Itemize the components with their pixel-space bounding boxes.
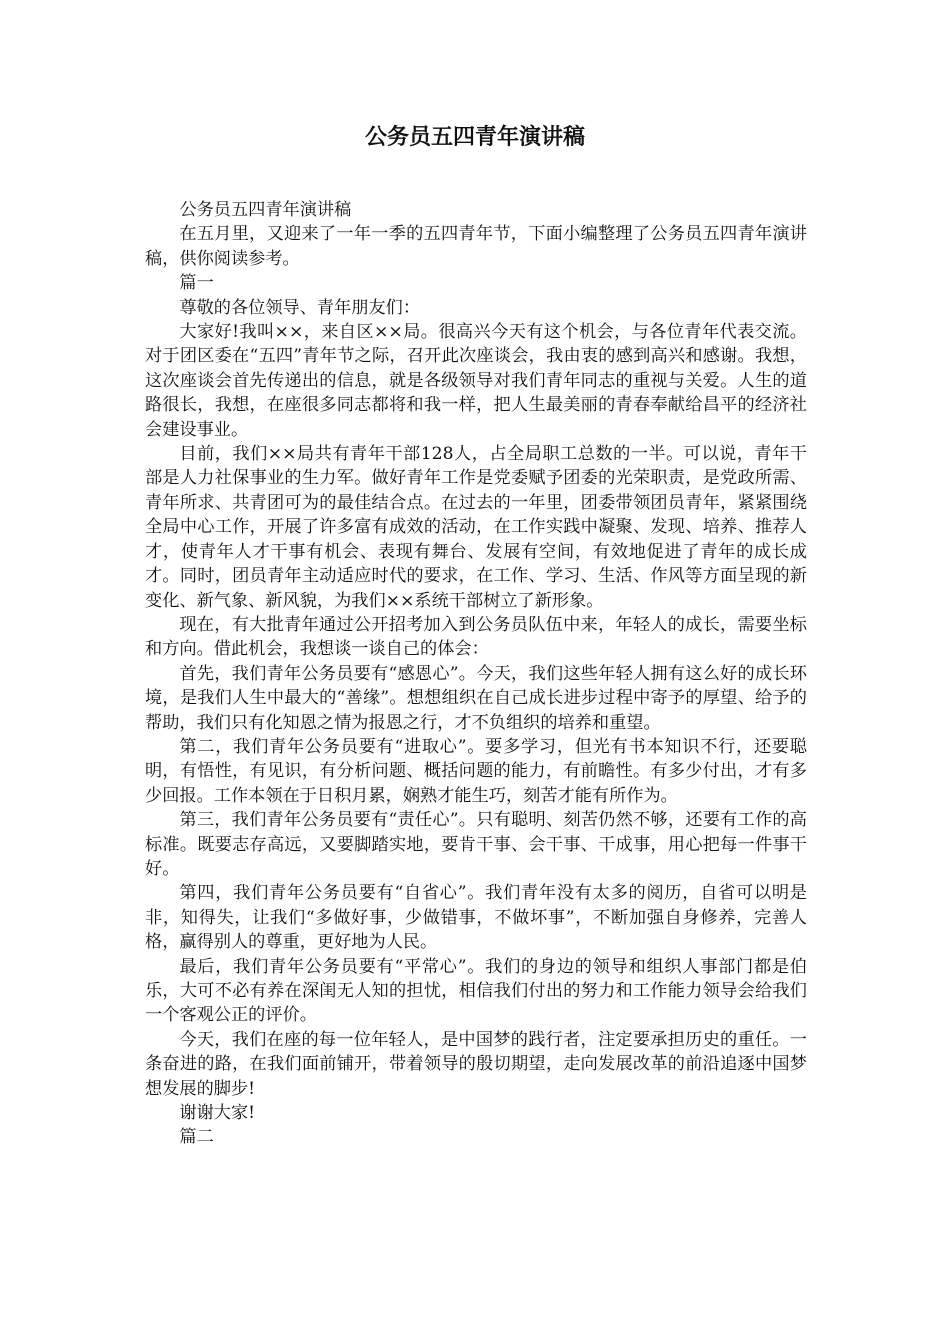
- paragraph: 大家好!我叫××，来自区××局。很高兴今天有这个机会，与各位青年代表交流。对于团区委在“五四”青年节之际，召开此次座谈会，我由衷的感到高兴和感谢。我想，这次座谈会首先传递出的信息，就是各级领导对我们青年同志的重视与关爱。人生的道路很长，我想，在座很多同志都将和我一样，把人生最美丽的青春奉献给昌平的经济社会建设事业。: [145, 322, 807, 440]
- document-title: 公务员五四青年演讲稿: [364, 124, 585, 150]
- paragraph: 篇二: [179, 1127, 214, 1148]
- paragraph: 现在，有大批青年通过公开招考加入到公务员队伍中来，年轻人的成长，需要坐标和方向。借此机会，我想谈一谈自己的体会：: [145, 614, 807, 660]
- paragraph: 公务员五四青年演讲稿: [179, 200, 352, 220]
- paragraph: 第三，我们青年公务员要有“责任心”。只有聪明、刻苦仍然不够，还要有工作的高标准。既要志存高远，又要脚踏实地，要肯干事、会干事、干成事，用心把每一件事干好。: [145, 810, 807, 879]
- paragraph: 在五月里，又迎来了一年一季的五四青年节，下面小编整理了公务员五四青年演讲稿，供你阅读参考。: [145, 224, 807, 269]
- paragraph: 谢谢大家!: [179, 1103, 256, 1124]
- paragraph: 第四，我们青年公务员要有“自省心”。我们青年没有太多的阅历，自省可以明是非，知得失，让我们“多做好事，少做错事，不做坏事”，不断加强自身修养，完善人格，赢得别人的尊重，更好地为人民。: [145, 883, 807, 953]
- paragraph: 最后，我们青年公务员要有“平常心”。我们的身边的领导和组织人事部门都是伯乐，大可不必有养在深闺无人知的担忧，相信我们付出的努力和工作能力领导会给我们一个客观公正的评价。: [145, 956, 807, 1026]
- paragraph: 篇一: [179, 273, 214, 294]
- document-body: [145, 198, 807, 1150]
- paragraph: 目前，我们××局共有青年干部128人，占全局职工总数的一半。可以说，青年干部是人力社保事业的生力军。做好青年工作是党委赋予团委的光荣职责，是党政所需、青年所求、共青团可为的最佳结合点。在过去的一年里，团委带领团员青年，紧紧围绕全局中心工作，开展了许多富有成效的活动，在工作实践中凝聚、发现、培养、推荐人才，使青年人才干事有机会、表现有舞台、发展有空间，有效地促进了青年的成长成才。同时，团员青年主动适应时代的要求，在工作、学习、生活、作风等方面呈现的新变化、新气象、新风貌，为我们××系统干部树立了新形象。: [145, 444, 807, 611]
- paragraph: 尊敬的各位领导、青年朋友们：: [179, 297, 421, 318]
- paragraph: 首先，我们青年公务员要有“感恩心”。今天，我们这些年轻人拥有这么好的成长环境，是我们人生中最大的“善缘”。想想组织在自己成长进步过程中寄予的厚望、给予的帮助，我们只有化知恩之情为报恩之行，才不负组织的培养和重望。: [145, 663, 807, 733]
- paragraph: 今天，我们在座的每一位年轻人，是中国梦的践行者，注定要承担历史的重任。一条奋进的路，在我们面前铺开，带着领导的殷切期望，走向发展改革的前沿追逐中国梦想发展的脚步!: [145, 1029, 807, 1099]
- paragraph: 第二，我们青年公务员要有“进取心”。要多学习，但光有书本知识不行，还要聪明，有悟性，有见识，有分析问题、概括问题的能力，有前瞻性。有多少付出，才有多少回报。工作本领在于日积月累，娴熟才能生巧，刻苦才能有所作为。: [145, 736, 807, 806]
